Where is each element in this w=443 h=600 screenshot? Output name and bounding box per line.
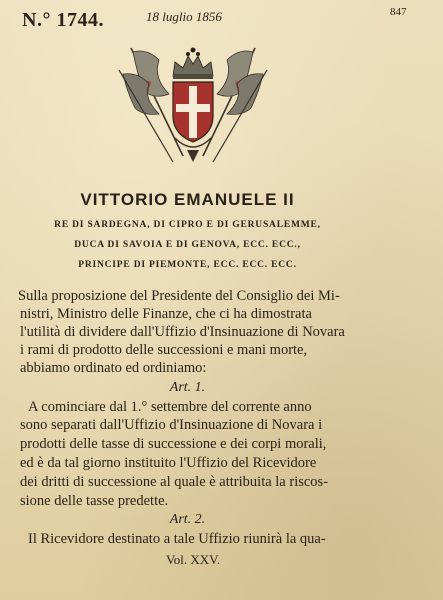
document-date: 18 luglio 1856	[146, 9, 222, 24]
article-line: ed è da tal giorno instituito l'Uffizio del Ricevidore	[20, 455, 317, 471]
preamble-line: nistri, Ministro delle Finanze, che ci ha dimostrata	[20, 306, 312, 322]
savoy-coat-of-arms-icon	[113, 38, 273, 168]
preamble-line: abbiamo ordinato ed ordiniamo:	[20, 360, 207, 376]
volume-footer: Vol. XXV.	[166, 552, 221, 567]
article-line: sono separati dall'Uffizio d'Insinuazione di Novara i	[20, 417, 323, 433]
preamble-line: Sulla proposizione del Presidente del Consiglio dei Mi-	[18, 288, 340, 304]
subtitle-line: RE DI SARDEGNA, DI CIPRO E DI GERUSALEMME,	[54, 220, 321, 230]
preamble-line: l'utilità di dividere dall'Uffizio d'Insinuazione di Novara	[20, 324, 345, 340]
article-heading: Art. 1.	[169, 380, 206, 395]
shield-icon	[173, 82, 213, 142]
article-line: prodotti delle tasse di successione e dei corpi morali,	[20, 436, 327, 452]
subtitle-line: PRINCIPE DI PIEMONTE, ECC. ECC. ECC.	[78, 260, 297, 270]
crown-icon	[173, 48, 213, 80]
subtitle-line: DUCA DI SAVOIA E DI GENOVA, ECC. ECC.,	[74, 240, 301, 250]
preamble-line: i rami di prodotto delle successioni e mani morte,	[20, 342, 308, 358]
article-heading: Art. 2.	[169, 512, 206, 527]
article-line: sione delle tasse predette.	[20, 493, 169, 509]
article-line: Il Ricevidore destinato a tale Uffizio riunirà la qua-	[28, 531, 326, 547]
document-number: N.° 1744.	[22, 9, 104, 31]
article-line: A cominciare dal 1.° settembre del corrente anno	[28, 399, 312, 415]
article-line: dei dritti di successione al quale è attribuita la riscos-	[20, 474, 329, 490]
sovereign-title: VITTORIO EMANUELE II	[80, 190, 295, 209]
bleed-through-text	[255, 148, 430, 188]
page-number: 847	[390, 6, 407, 18]
